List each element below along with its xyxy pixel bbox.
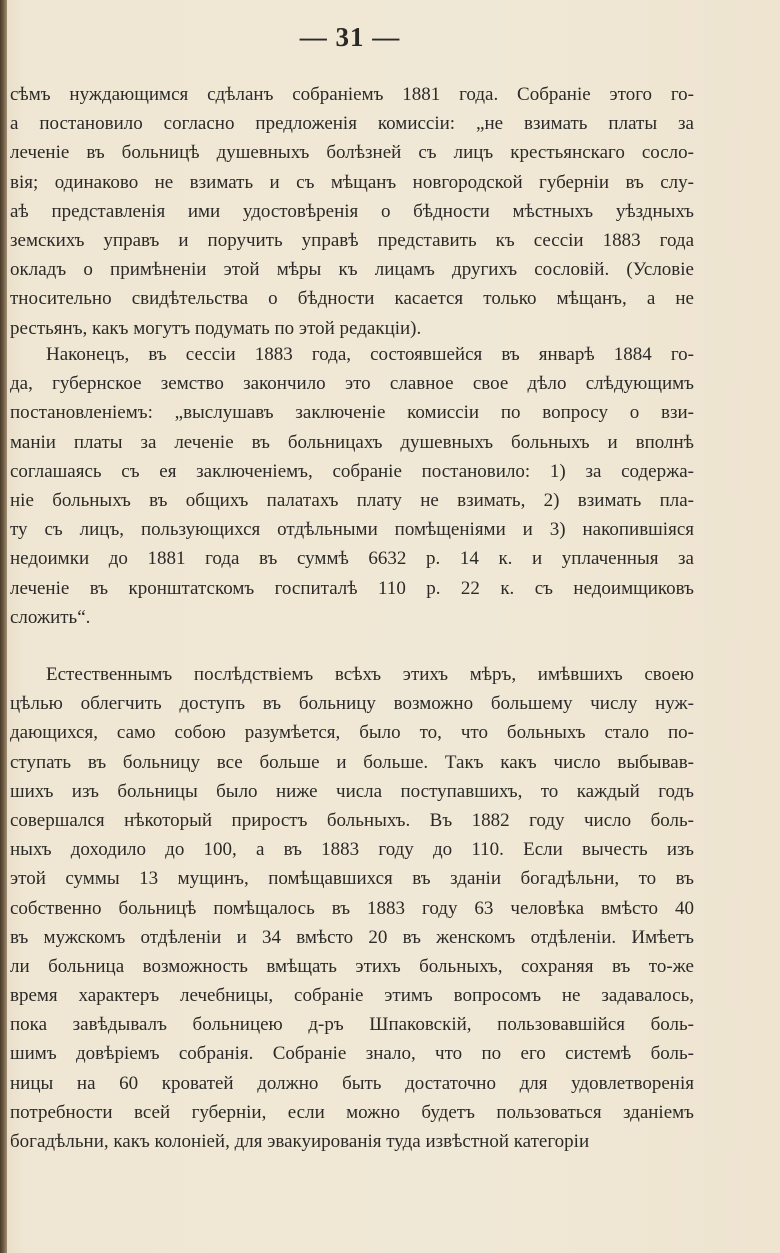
text-line: Естественнымъ послѣдствіемъ всѣхъ этихъ мѣръ, имѣвшихъ своею bbox=[46, 664, 694, 685]
text-line: совершался нѣкоторый приростъ больныхъ. Въ 1882 году число боль- bbox=[10, 809, 694, 831]
book-binding-edge bbox=[0, 0, 7, 1253]
text-line: ныхъ доходило до 100, а въ 1883 году до 110. Если вычесть изъ bbox=[10, 839, 694, 861]
text-line: земскихъ управъ и поручить управѣ представить къ сессіи 1883 года bbox=[10, 229, 694, 251]
text-line: постановленіемъ: „выслушавъ заключеніе комиссіи по вопросу о взи- bbox=[10, 402, 694, 424]
text-line: шихъ изъ больницы было ниже числа поступавшихъ, то каждый годъ bbox=[10, 780, 694, 802]
text-line: Наконецъ, въ сессіи 1883 года, состоявшейся въ январѣ 1884 го- bbox=[46, 344, 694, 365]
text-line: сѣмъ нуждающимся сдѣланъ собраніемъ 1881 года. Собраніе этого го- bbox=[10, 84, 694, 105]
text-line: шимъ довѣріемъ собранія. Собраніе знало, что по его системѣ боль- bbox=[10, 1043, 694, 1065]
text-line: рестьянъ, какъ могутъ подумать по этой редакціи). bbox=[10, 317, 422, 339]
text-line: ту съ лицъ, пользующихся отдѣльными помѣщеніями и 3) накопившіяся bbox=[10, 519, 694, 541]
text-line: богадѣльни, какъ колоніей, для эвакуированія туда извѣстной категоріи bbox=[10, 1131, 590, 1152]
text-line: сложить“. bbox=[10, 606, 91, 628]
text-line: аѣ представленія ими удостовѣренія о бѣдности мѣстныхъ уѣздныхъ bbox=[10, 200, 694, 222]
text-line: время характеръ лечебницы, собраніе этимъ вопросомъ не задавалось, bbox=[10, 985, 694, 1007]
page-number: — 31 — bbox=[299, 22, 401, 52]
text-line: вія; одинаково не взимать и съ мѣщанъ новгородской губерніи въ слу- bbox=[10, 171, 694, 193]
text-line: маніи платы за леченіе въ больницахъ душевныхъ больныхъ и вполнѣ bbox=[10, 431, 694, 453]
text-line: тносительно свидѣтельства о бѣдности касается только мѣщанъ, а не bbox=[10, 288, 694, 310]
text-line: ницы на 60 кроватей должно быть достаточно для удовлетворенія bbox=[10, 1072, 694, 1094]
text-line: недоимки до 1881 года въ суммѣ 6632 р. 14 к. и уплаченныя за bbox=[10, 548, 694, 570]
text-line: въ мужскомъ отдѣленіи и 34 вмѣсто 20 въ женскомъ отдѣленіи. Имѣетъ bbox=[10, 926, 694, 948]
text-line: пока завѣдывалъ больницею д-ръ Шпаковскій, пользовавшійся боль- bbox=[10, 1014, 694, 1036]
text-line: цѣлью облегчить доступъ въ больницу возможно большему числу нуж- bbox=[10, 693, 694, 715]
text-line: потребности всей губерніи, если можно будетъ пользоваться зданіемъ bbox=[10, 1101, 694, 1123]
text-line: а постановило согласно предложенія комиссіи: „не взимать платы за bbox=[10, 113, 694, 135]
text-line: соглашаясь съ ея заключеніемъ, собраніе постановило: 1) за содержа- bbox=[10, 460, 694, 482]
text-line: леченіе въ больницѣ душевныхъ болѣзней съ лицъ крестьянскаго сосло- bbox=[10, 142, 694, 164]
text-line: ступать въ больницу все больше и больше. Такъ какъ число выбывав- bbox=[10, 751, 694, 773]
text-line: окладъ о примѣненіи этой мѣры къ лицамъ другихъ сословій. (Условіе bbox=[10, 259, 694, 281]
text-line: да, губернское земство закончило это славное свое дѣло слѣдующимъ bbox=[10, 373, 694, 395]
text-line: собственно больницѣ помѣщалось въ 1883 году 63 человѣка вмѣсто 40 bbox=[10, 897, 694, 919]
paragraph-1 bbox=[10, 80, 694, 343]
text-line: дающихся, само собою разумѣется, было то, что больныхъ стало по- bbox=[10, 722, 694, 744]
paragraph-3 bbox=[10, 660, 694, 1156]
paragraph-2 bbox=[10, 340, 694, 632]
text-line: ли больница возможность вмѣщать этихъ больныхъ, сохраняя въ то-же bbox=[10, 955, 694, 977]
text-line: леченіе въ кронштатскомъ госпиталѣ 110 р. 22 к. съ недоимщиковъ bbox=[10, 577, 694, 599]
text-line: этой суммы 13 мущинъ, помѣщавшихся въ зданіи богадѣльни, то въ bbox=[10, 868, 694, 890]
text-line: ніе больныхъ въ общихъ палатахъ плату не взимать, 2) взимать пла- bbox=[10, 489, 694, 511]
